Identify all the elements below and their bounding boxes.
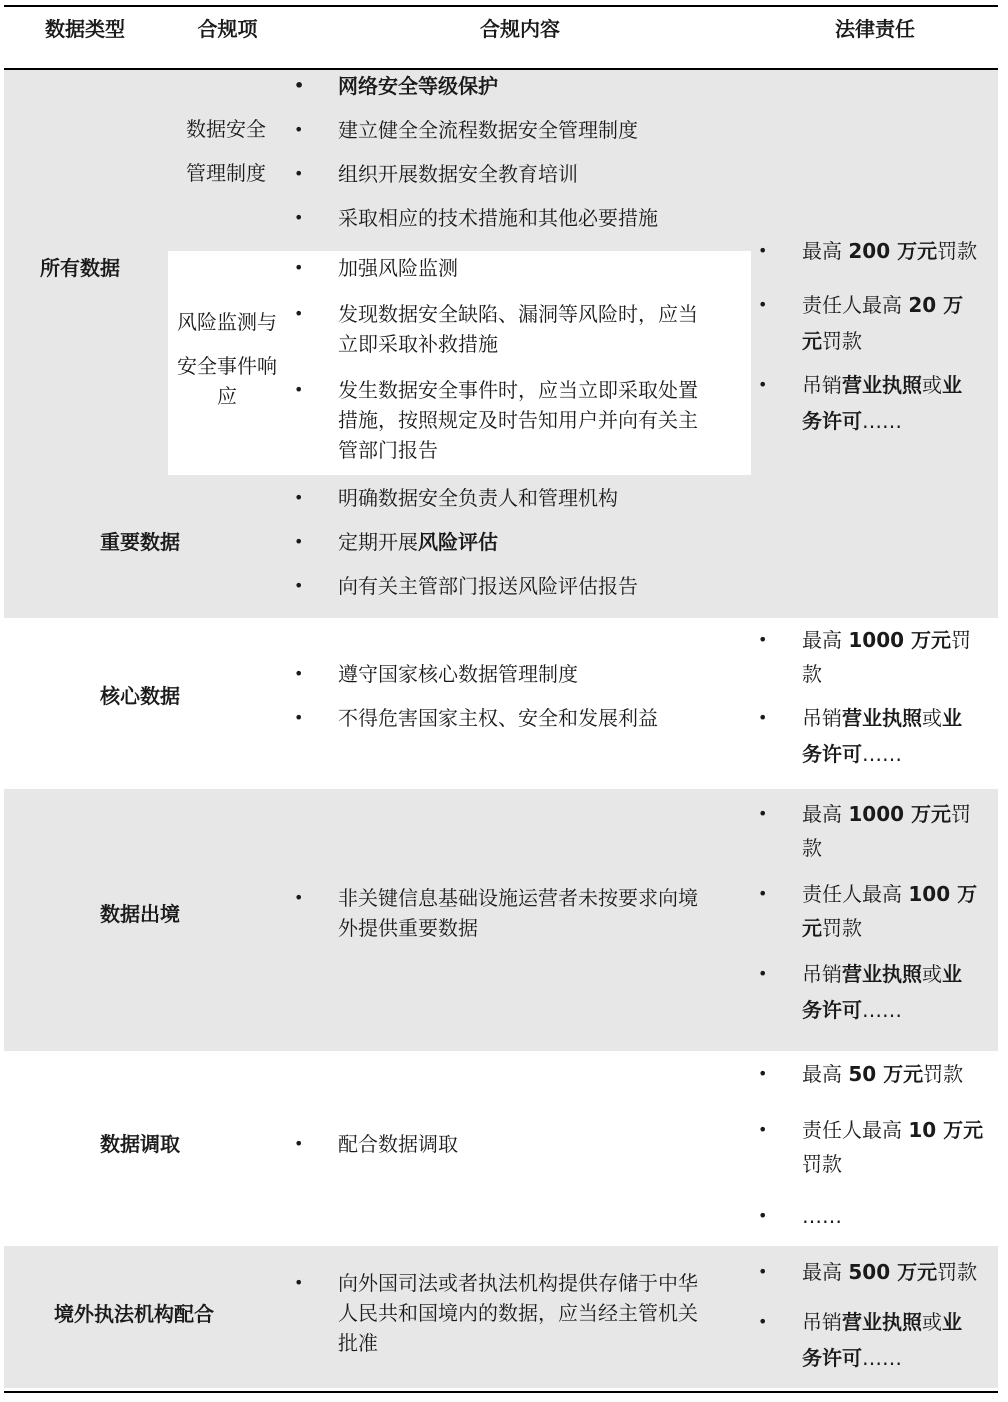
text-strong: 10 万元 (908, 1118, 984, 1142)
text-strong: 营业执照 (842, 962, 922, 986)
list-item: • 建立健全全流程数据安全管理制度 (338, 115, 758, 145)
text: …… (862, 742, 902, 766)
foreign-enforcement-list (338, 1268, 758, 1358)
text: 责任人最高 (802, 882, 909, 906)
text: 定期开展 (338, 530, 418, 554)
item-label-line: 安全事件响 (177, 354, 277, 378)
text: 吊销 (802, 962, 842, 986)
text: 吊销 (802, 706, 842, 730)
text-strong: 200 万元 (848, 239, 938, 263)
row-label-all-data: 所有数据 (40, 256, 120, 280)
header-data-type: 数据类型 (45, 17, 125, 41)
text: 或 (922, 1310, 942, 1334)
text: 或 (922, 706, 942, 730)
text-strong: 业 (942, 1310, 962, 1334)
header-compliance-item: 合规项 (197, 17, 258, 41)
list-item-line: 罚款 (802, 1152, 842, 1176)
list-item-line: 批准 (338, 1331, 378, 1355)
text: 罚款 (923, 1062, 964, 1086)
important-data-list (338, 483, 758, 601)
list-item-line: • 非关键信息基础设施运营者未按要求向境 (338, 886, 698, 910)
text-strong: 务许可 (802, 998, 862, 1022)
text-strong: 业 (942, 373, 962, 397)
list-item-line (802, 995, 1002, 1025)
text-strong: 风险评估 (418, 530, 498, 554)
item-label-line: 管理制度 (186, 161, 266, 185)
list-item-line (802, 1343, 1002, 1373)
list-item: • 遵守国家核心数据管理制度 (338, 659, 758, 689)
list-item (802, 370, 1002, 436)
list-item-line: 款 (802, 662, 822, 686)
item-label-risk-monitor (168, 307, 286, 411)
item-label-line: 应 (217, 384, 237, 408)
text: …… (862, 998, 902, 1022)
text-strong: 营业执照 (842, 1310, 922, 1334)
text: 最高 (802, 802, 849, 826)
text: 或 (922, 373, 942, 397)
item-label-line: 数据安全 (186, 117, 266, 141)
text-strong: 营业执照 (842, 706, 922, 730)
security-mgmt-list (338, 71, 758, 233)
text: 最高 (802, 628, 849, 652)
text: 罚款 (822, 916, 862, 940)
list-item (802, 290, 1002, 356)
top-rule (4, 5, 998, 7)
row-label-foreign-enforcement: 境外执法机构配合 (54, 1302, 214, 1326)
text-strong: 营业执照 (842, 373, 922, 397)
all-data-liability-list (802, 236, 1002, 436)
core-data-liability-list (802, 625, 1002, 769)
list-item (802, 703, 1002, 769)
risk-monitor-list (338, 253, 758, 465)
list-item-line: • 发生数据安全事件时，应当立即采取处置 (338, 378, 698, 402)
list-item-line (802, 625, 1002, 655)
list-item (802, 236, 1002, 266)
list-item (338, 375, 758, 465)
text: 罚 (951, 802, 971, 826)
list-item-line: 外提供重要数据 (338, 916, 478, 940)
list-item-line: • 发现数据安全缺陷、漏洞等风险时，应当 (338, 302, 698, 326)
bottom-rule (4, 1391, 998, 1393)
text: 罚款 (822, 329, 862, 353)
text: 罚 (951, 628, 971, 652)
cross-border-list (338, 883, 758, 943)
text: 责任人最高 (802, 293, 909, 317)
data-retrieval-list (338, 1129, 758, 1159)
text: 或 (922, 962, 942, 986)
list-item (338, 527, 758, 557)
data-retrieval-liability-list (802, 1059, 1002, 1231)
text-strong: 1000 万元 (848, 802, 951, 826)
list-item (338, 1268, 758, 1358)
list-item: • 不得危害国家主权、安全和发展利益 (338, 703, 758, 733)
text-strong: 20 万 (908, 293, 964, 317)
list-item-line (802, 326, 1002, 356)
list-item: • 组织开展数据安全教育培训 (338, 159, 758, 189)
list-item (802, 625, 1002, 689)
list-item: • 向有关主管部门报送风险评估报告 (338, 571, 758, 601)
text: 罚款 (937, 1260, 978, 1284)
row-label-important-data: 重要数据 (100, 530, 180, 554)
text-strong: 务许可 (802, 1346, 862, 1370)
list-item-line (802, 1307, 1002, 1337)
list-item-line (802, 799, 1002, 829)
list-item-line (802, 913, 1002, 943)
header-legal-liability: 法律责任 (835, 17, 915, 41)
list-item (802, 1257, 1002, 1287)
list-item (802, 959, 1002, 1025)
foreign-enforcement-liability-list (802, 1257, 1002, 1373)
list-item (802, 1115, 1002, 1179)
text: …… (862, 1346, 902, 1370)
text: 最高 (802, 239, 849, 263)
item-label-security-mgmt (176, 114, 276, 188)
cross-border-liability-list (802, 799, 1002, 1025)
text-strong: 务许可 (802, 409, 862, 433)
text: 吊销 (802, 373, 842, 397)
list-item-line (802, 703, 1002, 733)
list-item (338, 299, 758, 359)
text-strong: 业 (942, 962, 962, 986)
text: 吊销 (802, 1310, 842, 1334)
text: 最高 (802, 1062, 849, 1086)
text: 责任人最高 (802, 1118, 909, 1142)
text: …… (862, 409, 902, 433)
row-label-cross-border: 数据出境 (100, 902, 180, 926)
list-item: • 采取相应的技术措施和其他必要措施 (338, 203, 758, 233)
list-item (802, 879, 1002, 943)
row-label-core-data: 核心数据 (100, 684, 180, 708)
text: 罚款 (937, 239, 978, 263)
list-item: • 网络安全等级保护 (338, 71, 758, 101)
list-item-line (802, 370, 1002, 400)
text-strong: 元 (802, 329, 822, 353)
list-item-line: 人民共和国境内的数据，应当经主管机关 (338, 1301, 698, 1325)
row-label-data-retrieval: 数据调取 (100, 1132, 180, 1156)
text-strong: 100 万 (908, 882, 978, 906)
text-strong: 1000 万元 (848, 628, 951, 652)
text-strong: 50 万元 (848, 1062, 924, 1086)
list-item-line: 立即采取补救措施 (338, 332, 498, 356)
text: 最高 (802, 1260, 849, 1284)
text-strong: 500 万元 (848, 1260, 938, 1284)
list-item-line: • 向外国司法或者执法机构提供存储于中华 (338, 1271, 698, 1295)
list-item (802, 1307, 1002, 1373)
list-item: • 加强风险监测 (338, 253, 758, 283)
list-item-line: 款 (802, 836, 822, 860)
list-item: • 明确数据安全负责人和管理机构 (338, 483, 758, 513)
list-item-line (802, 406, 1002, 436)
list-item-line: 措施，按照规定及时告知用户并向有关主 (338, 408, 698, 432)
list-item (338, 883, 758, 943)
list-item (802, 799, 1002, 863)
list-item-line (802, 879, 1002, 909)
text-strong: 元 (802, 916, 822, 940)
list-item-line (802, 959, 1002, 989)
list-item-line (802, 290, 1002, 320)
text-strong: 业 (942, 706, 962, 730)
text-strong: 务许可 (802, 742, 862, 766)
list-item-line (802, 1115, 1002, 1145)
list-item-line: 管部门报告 (338, 438, 438, 462)
list-item (802, 1059, 1002, 1089)
item-label-line: 风险监测与 (177, 310, 277, 334)
header-compliance-content: 合规内容 (480, 17, 560, 41)
list-item: • 配合数据调取 (338, 1129, 758, 1159)
core-data-list (338, 659, 758, 733)
list-item-line (802, 739, 1002, 769)
list-item: • …… (802, 1201, 1002, 1231)
